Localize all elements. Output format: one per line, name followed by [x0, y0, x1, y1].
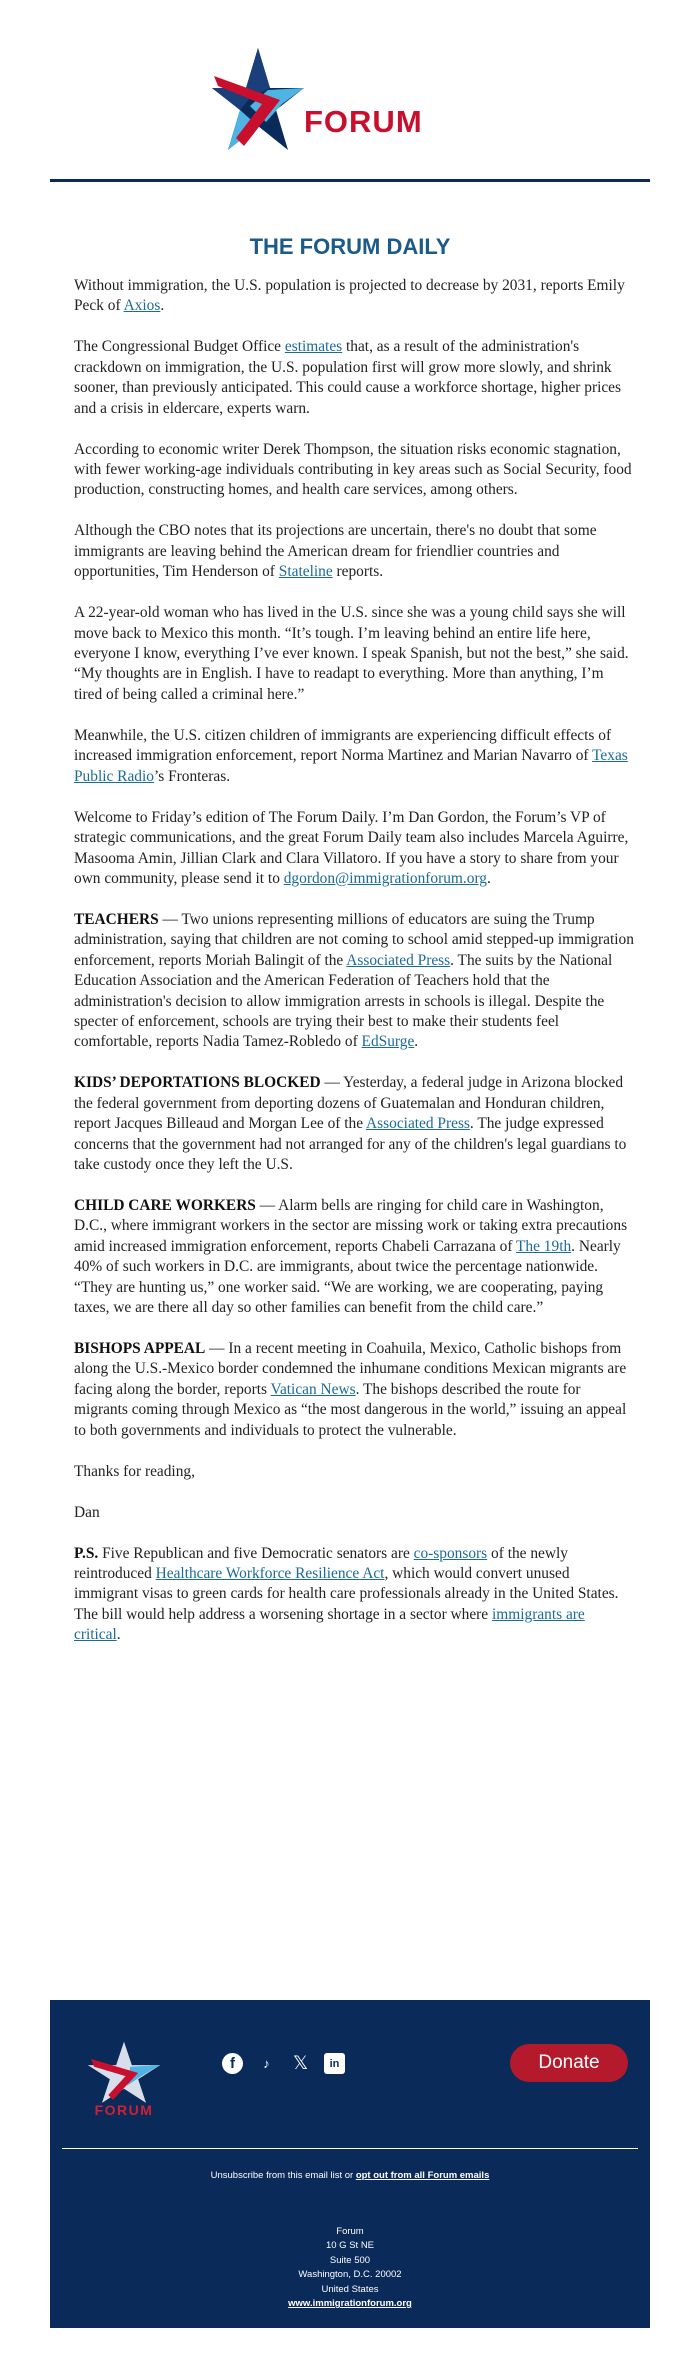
body-paragraph	[74, 337, 634, 419]
paragraph-text: . The bishops described the route for migrants coming through Mexico as “the most dangerous in the world,” issuing an appeal to both governments and individuals to protect the vulnerable.	[74, 1380, 627, 1439]
paragraph-text: . The suits by the National Education Association and the American Federation of Teachers hold that the administration's decision to allow immigration arrests in schools is illegal. Despite the specter of enforcement, schools are trying their best to make their students feel comfortable, reports Nadia Tamez-Robledo of	[74, 951, 613, 1051]
body-paragraph	[74, 910, 634, 1053]
paragraph-text: Thanks for reading,	[74, 1462, 195, 1480]
footer-logo[interactable]	[86, 2040, 162, 2130]
paragraph-text: A 22-year-old woman who has lived in the U.S. since she was a young child says she will move back to Mexico this month. “It’s tough. I’m leaving behind an entire life here, everyone I know, everything I’ve ever known. I speak Spanish, but not the best,” she said. “My thoughts are in English. I have to readapt to everything. More than anything, I’m tired of being called a criminal here.”	[74, 604, 629, 703]
paragraph-gap	[74, 1523, 634, 1544]
body-paragraph	[74, 276, 634, 317]
article-link[interactable]: co-sponsors	[413, 1544, 488, 1562]
opt-out-link[interactable]: opt out from all Forum emails	[355, 2170, 490, 2181]
paragraph-text: Meanwhile, the U.S. citizen children of immigrants are experiencing difficult effects of increased immigration enforcement, report Norma Martinez and Marian Navarro of	[74, 726, 612, 765]
paragraph-text: — Alarm bells are ringing for child care in Washington, D.C., where immigrant workers in the sector are missing work or taking extra precautions amid increased immigration enforcement, reports Chabeli Carrazana of	[74, 1196, 628, 1255]
paragraph-gap	[74, 501, 634, 522]
paragraph-text: Dan	[74, 1503, 100, 1521]
footer-logo-wordmark: FORUM	[94, 2102, 154, 2118]
body-paragraph	[74, 440, 634, 501]
donate-button[interactable]: Donate	[510, 2044, 628, 2082]
body-paragraph	[74, 1073, 634, 1175]
body-paragraph	[74, 1196, 634, 1318]
paragraph-gap	[74, 1053, 634, 1074]
paragraph-gap	[74, 419, 634, 440]
paragraph-text: .	[116, 1626, 121, 1644]
body-paragraph	[74, 1544, 634, 1646]
address-line: Forum	[336, 2226, 364, 2237]
footer-divider	[62, 2148, 638, 2149]
paragraph-gap	[74, 317, 634, 338]
paragraph-text: Five Republican and five Democratic senators are	[98, 1544, 414, 1562]
paragraph-text: that, as a result of the administration's crackdown on immigration, the U.S. population first will grow more slowly, and shrink sooner, than previously anticipated. This could cause a workforce shortage, higher prices and a crisis in eldercare, experts warn.	[74, 338, 621, 417]
article-link[interactable]: Vatican News	[270, 1380, 356, 1398]
paragraph-text: . Nearly 40% of such workers in D.C. are immigrants, about twice the percentage nationwide. “They are hunting us,” one worker said. “We are working, we are cooperating, paying taxes, we are there all day so other families can benefit from the child care.”	[74, 1237, 621, 1316]
article-link[interactable]: immigrants are critical	[74, 1605, 585, 1644]
newsletter-title: THE FORUM DAILY	[249, 234, 451, 259]
article-link[interactable]: Associated Press	[366, 1115, 470, 1133]
paragraph-text: reports.	[332, 563, 384, 581]
mailing-address	[50, 2225, 650, 2311]
newsletter-body	[74, 276, 634, 1646]
paragraph-text: Welcome to Friday’s edition of The Forum Daily. I’m Dan Gordon, the Forum’s VP of strategic communications, and the great Forum Daily team also includes Marcela Aguirre, Masooma Amin, Jillian Clark and Clara Villatoro. If you have a story to share from your own community, please send it to	[74, 808, 629, 887]
website-link[interactable]: www.immigrationforum.org	[288, 2298, 412, 2310]
footer-star-icon	[86, 2040, 162, 2106]
paragraph-text: ’s Fronteras.	[153, 767, 231, 785]
paragraph-text: . The judge expressed concerns that the government had not arranged for any of the children's legal guardians to take custody once they left the U.S.	[74, 1115, 627, 1173]
unsubscribe-text: Unsubscribe from this email list or	[210, 2170, 356, 2181]
article-link[interactable]: EdSurge	[361, 1033, 415, 1051]
paragraph-text: .	[414, 1033, 419, 1051]
tiktok-icon[interactable]: ♪	[263, 2056, 270, 2071]
paragraph-text: According to economic writer Derek Thompson, the situation risks economic stagnation, with fewer working-age individuals contributing in key areas such as Social Security, food production, constructing homes, and health care services, among others.	[74, 440, 632, 499]
paragraph-gap	[74, 1175, 634, 1196]
paragraph-gap	[74, 889, 634, 910]
paragraph-text: — In a recent meeting in Coahuila, Mexico, Catholic bishops from along the U.S.-Mexico border condemned the inhumane conditions Mexican migrants are facing along the border, reports	[74, 1340, 627, 1398]
paragraph-text: .	[487, 869, 491, 887]
social-links	[222, 2053, 345, 2074]
paragraph-text: , which would convert unused immigrant visas to green cards for health care professionals already in the United States. The bill would help address a worsening shortage in a sector where	[74, 1565, 619, 1623]
section-heading: TEACHERS	[74, 910, 159, 928]
unsubscribe-line	[50, 2170, 650, 2181]
article-link[interactable]: Axios	[123, 297, 161, 315]
section-heading: KIDS’ DEPORTATIONS BLOCKED	[74, 1074, 321, 1092]
section-heading: BISHOPS APPEAL	[74, 1340, 206, 1357]
header	[0, 0, 700, 180]
header-divider	[50, 179, 650, 182]
x-icon[interactable]: 𝕏	[292, 2053, 309, 2074]
section-heading: P.S.	[74, 1544, 99, 1562]
article-link[interactable]: Texas Public Radio	[74, 747, 628, 785]
address-line: Washington, D.C. 20002	[298, 2269, 402, 2281]
article-link[interactable]: The 19th	[516, 1237, 572, 1255]
paragraph-text: — Two unions representing millions of educators are suing the Trump administration, saying that children are not coming to school amid stepped-up immigration enforcement, reports Moriah Balingit of the	[74, 910, 634, 969]
address-line: 10 G St NE	[325, 2240, 375, 2252]
body-paragraph	[74, 726, 634, 787]
article-link[interactable]: Stateline	[278, 563, 333, 581]
paragraph-text: .	[160, 297, 165, 315]
paragraph-gap	[74, 705, 634, 726]
footer	[50, 2000, 650, 2328]
paragraph-text: Without immigration, the U.S. population is projected to decrease by 2031, reports Emily Peck of	[74, 277, 625, 315]
article-link[interactable]: estimates	[284, 338, 343, 356]
star-icon	[210, 46, 306, 158]
facebook-icon[interactable]: f	[222, 2053, 243, 2074]
section-heading: CHILD CARE WORKERS	[74, 1196, 256, 1214]
paragraph-text: The Congressional Budget Office	[74, 338, 285, 356]
address-line: Suite 500	[329, 2254, 371, 2266]
forum-logo[interactable]	[210, 46, 430, 158]
paragraph-gap	[74, 1482, 634, 1503]
paragraph-text: — Yesterday, a federal judge in Arizona blocked the federal government from deporting dozens of Guatemalan and Honduran children, report Jacques Billeaud and Morgan Lee of the	[74, 1074, 624, 1133]
article-link[interactable]: Healthcare Workforce Resilience Act	[155, 1565, 385, 1583]
linkedin-icon[interactable]: in	[324, 2053, 345, 2074]
body-paragraph	[74, 603, 634, 705]
paragraph-gap	[74, 787, 634, 808]
article-link[interactable]: dgordon@immigrationforum.org	[283, 869, 487, 887]
paragraph-text: of the newly reintroduced	[74, 1544, 568, 1583]
paragraph-gap	[74, 583, 634, 604]
paragraph-gap	[74, 1318, 634, 1339]
article-link[interactable]: Associated Press	[346, 951, 451, 969]
paragraph-gap	[74, 1441, 634, 1462]
body-paragraph	[74, 521, 634, 582]
paragraph-text: Although the CBO notes that its projections are uncertain, there's no doubt that some immigrants are leaving behind the American dream for friendlier countries and opportunities, Tim Henderson of	[74, 522, 597, 581]
body-paragraph	[74, 1339, 634, 1441]
address-line: United States	[321, 2283, 379, 2295]
body-paragraph	[74, 808, 634, 890]
body-paragraph	[74, 1462, 634, 1482]
logo-wordmark: FORUM	[304, 104, 423, 139]
body-paragraph	[74, 1503, 634, 1523]
